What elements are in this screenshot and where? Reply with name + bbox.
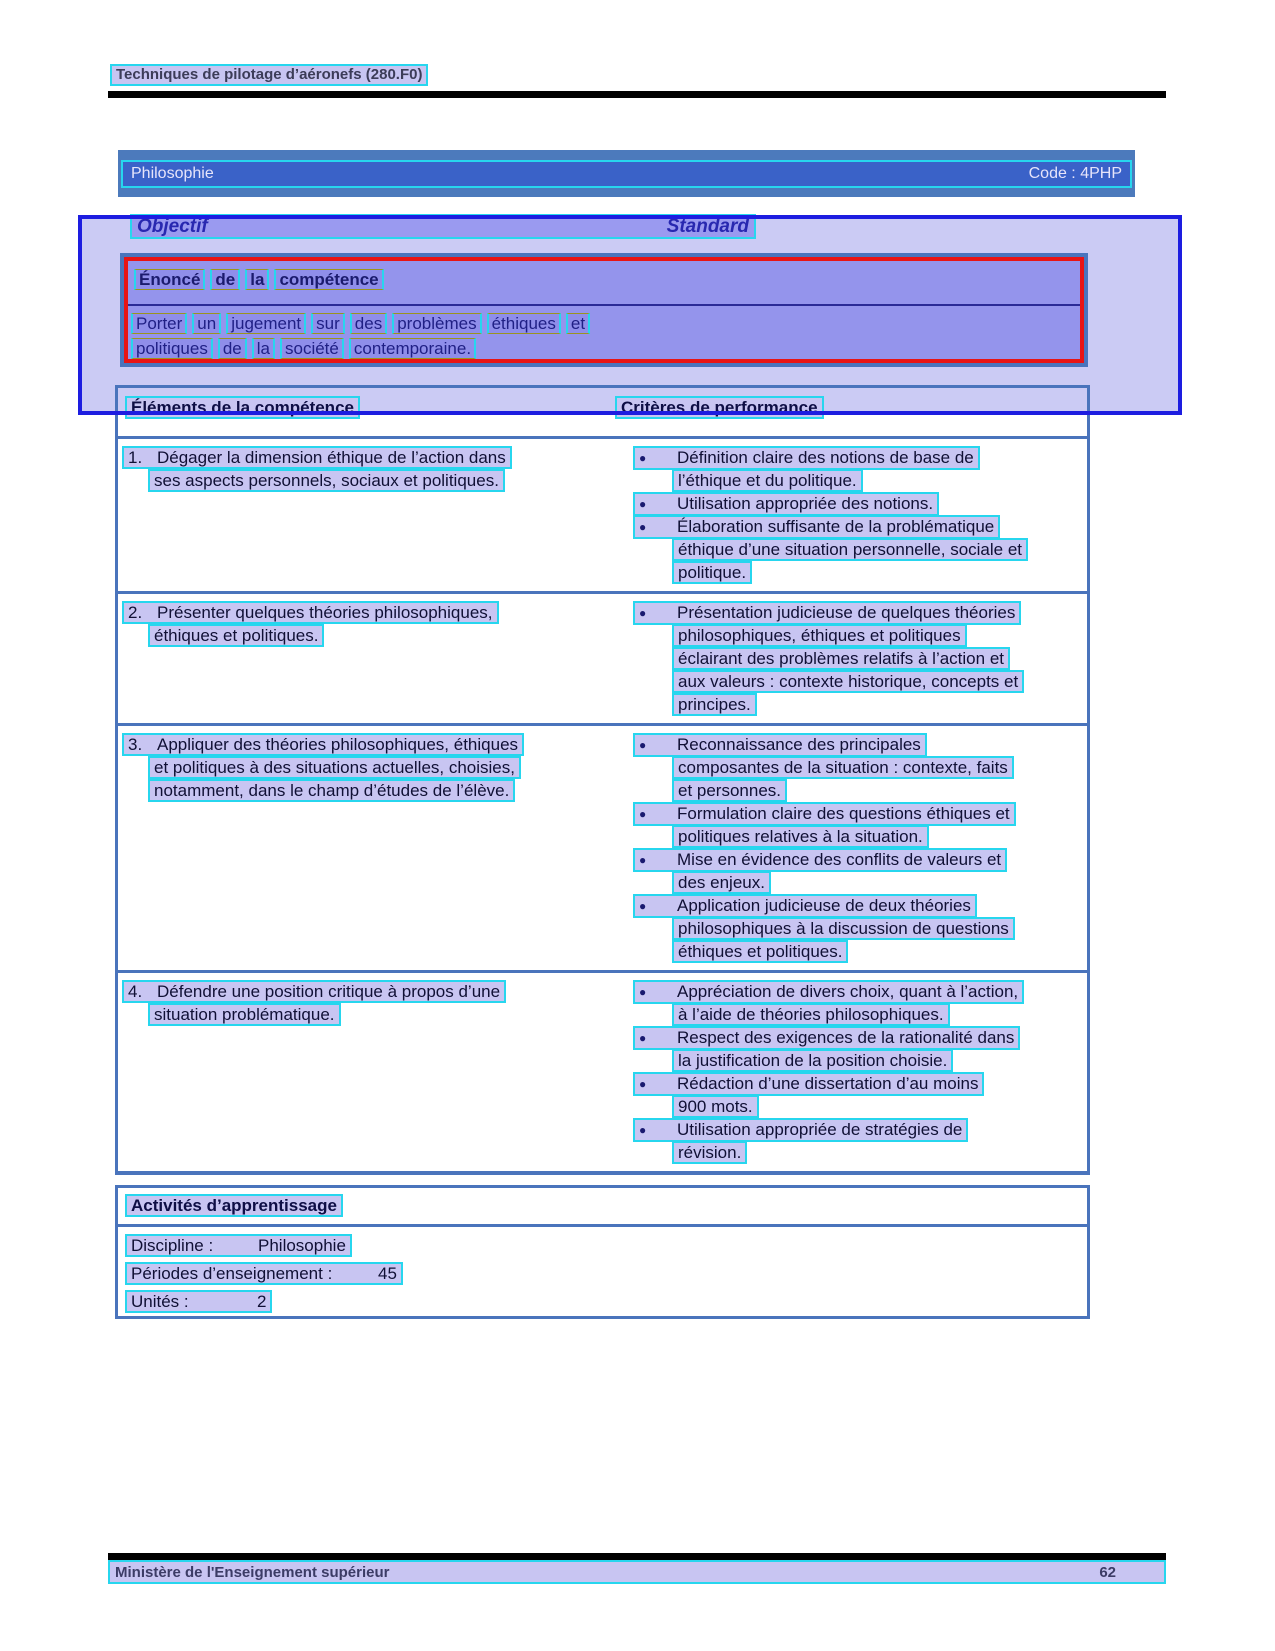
objective-standard-header [130, 214, 756, 239]
criterion-line: éthiques et politiques. [672, 940, 848, 963]
table-row [118, 973, 1087, 1171]
competence-table [115, 385, 1090, 1175]
bullet-icon: ● [639, 1077, 647, 1091]
criterion-text: Élaboration suffisante de la problématique [677, 517, 995, 536]
table-row [118, 726, 1087, 973]
activities-field [125, 1290, 272, 1313]
field-value: 2 [257, 1292, 267, 1311]
bullet-icon: ● [639, 985, 647, 999]
criterion-line: philosophiques à la discussion de questions [672, 917, 1015, 940]
criterion-line [633, 848, 1007, 872]
criterion-line [633, 1072, 984, 1096]
table-row [118, 594, 1087, 726]
item-number: 2. [128, 603, 143, 622]
item-number: 3. [128, 735, 143, 754]
statement-word: problèmes [392, 313, 481, 334]
course-name: Philosophie [131, 164, 214, 182]
field-line [125, 1290, 272, 1313]
title-word: la [245, 269, 269, 290]
element-text: Appliquer des théories philosophiques, éthiques [157, 735, 519, 754]
header-rule [108, 91, 1166, 98]
criterion-text: Utilisation appropriée de stratégies de [677, 1120, 963, 1139]
competence-table-header [118, 388, 1087, 439]
element-line: situation problématique. [148, 1003, 341, 1026]
criterion-line [633, 733, 927, 757]
title-word: de [210, 269, 240, 290]
criterion-line: des enjeux. [672, 871, 771, 894]
criterion-line: 900 mots. [672, 1095, 759, 1118]
bullet-icon: ● [639, 1123, 647, 1137]
learning-activities-box [115, 1185, 1090, 1319]
criterion-line: politique. [672, 561, 752, 584]
criterion-text: Présentation judicieuse de quelques théories [677, 603, 1016, 622]
element-line [122, 980, 506, 1003]
criterion-line [633, 492, 939, 516]
competence-statement-divider [128, 304, 1080, 306]
criterion-line: éthique d’une situation personnelle, sociale et [672, 538, 1028, 561]
statement-word: la [252, 338, 275, 359]
competence-statement-line [131, 313, 595, 334]
statement-word: jugement [226, 313, 306, 334]
table-row [118, 439, 1087, 594]
footer [108, 1560, 1166, 1584]
competence-statement-title [134, 269, 389, 290]
statement-word: et [566, 313, 590, 334]
element-line [122, 733, 524, 756]
course-bar-band [121, 160, 1132, 188]
criterion-text: Appréciation de divers choix, quant à l’action, [677, 982, 1019, 1001]
criterion-line: à l’aide de théories philosophiques. [672, 1003, 950, 1026]
bullet-icon: ● [639, 899, 647, 913]
field-value: Philosophie [258, 1236, 346, 1255]
title-word: Énoncé [134, 269, 205, 290]
criterion-line [633, 980, 1024, 1004]
bullet-icon: ● [639, 1031, 647, 1045]
criterion-line [633, 1026, 1020, 1050]
statement-word: des [350, 313, 387, 334]
element-cell [118, 980, 615, 1164]
criterion-line [633, 446, 980, 470]
statement-word: un [192, 313, 221, 334]
learning-activities-title-text: Activités d’apprentissage [125, 1194, 343, 1217]
field-label: Périodes d’enseignement : [131, 1264, 333, 1283]
competence-statement-inner [124, 257, 1084, 363]
criterion-line: principes. [672, 693, 757, 716]
statement-word: éthiques [487, 313, 561, 334]
criterion-line: et personnes. [672, 779, 787, 802]
element-line [122, 601, 499, 624]
activities-field [125, 1234, 352, 1257]
criterion-line: composantes de la situation : contexte, faits [672, 756, 1014, 779]
criterion-line [633, 894, 977, 918]
element-text: Dégager la dimension éthique de l’action dans [157, 448, 506, 467]
bullet-icon: ● [639, 738, 647, 752]
course-bar [118, 150, 1135, 197]
objective-label: Objectif [137, 215, 208, 237]
element-text: Présenter quelques théories philosophiques, [157, 603, 493, 622]
item-number: 4. [128, 982, 143, 1001]
field-line [125, 1234, 352, 1257]
criterion-line: révision. [672, 1141, 747, 1164]
criterion-line [633, 601, 1021, 625]
criterion-line: philosophiques, éthiques et politiques [672, 624, 967, 647]
statement-word: sur [311, 313, 345, 334]
competence-statement-box [120, 253, 1088, 367]
item-number: 1. [128, 448, 143, 467]
statement-word: de [218, 338, 247, 359]
standard-label: Standard [666, 215, 749, 237]
element-line: notamment, dans le champ d’études de l’élève. [148, 779, 515, 802]
element-cell [118, 601, 615, 716]
criteria-cell [615, 980, 1087, 1164]
element-cell [118, 733, 615, 963]
criterion-text: Utilisation appropriée des notions. [677, 494, 934, 513]
bullet-icon: ● [639, 606, 647, 620]
statement-word: Porter [131, 313, 187, 334]
statement-word: société [280, 338, 344, 359]
bullet-icon: ● [639, 520, 647, 534]
learning-activities-title [125, 1194, 343, 1217]
element-line: éthiques et politiques. [148, 624, 324, 647]
criterion-text: Reconnaissance des principales [677, 735, 921, 754]
criterion-line [633, 1118, 968, 1142]
field-value: 45 [378, 1264, 397, 1283]
criteria-cell [615, 446, 1087, 584]
statement-word: contemporaine. [349, 338, 476, 359]
title-word: compétence [274, 269, 383, 290]
criteria-cell [615, 733, 1087, 963]
criterion-text: Application judicieuse de deux théories [677, 896, 971, 915]
criterion-line: aux valeurs : contexte historique, concepts et [672, 670, 1024, 693]
bullet-icon: ● [639, 451, 647, 465]
criterion-line: éclairant des problèmes relatifs à l’action et [672, 647, 1010, 670]
footer-rule [108, 1553, 1166, 1560]
criterion-text: Définition claire des notions de base de [677, 448, 974, 467]
activities-field [125, 1262, 403, 1285]
footer-page-number: 62 [1099, 1563, 1116, 1581]
field-label: Unités : [131, 1292, 189, 1311]
criterion-text: Respect des exigences de la rationalité dans [677, 1028, 1015, 1047]
bullet-icon: ● [639, 853, 647, 867]
criterion-line: politiques relatives à la situation. [672, 825, 929, 848]
element-line: ses aspects personnels, sociaux et politiques. [148, 469, 505, 492]
competence-statement-line [131, 338, 481, 359]
field-label: Discipline : [131, 1236, 214, 1255]
criterion-line: l’éthique et du politique. [672, 469, 863, 492]
program-title-text: Techniques de pilotage d’aéronefs (280.F0) [110, 64, 428, 86]
criterion-line [633, 802, 1016, 826]
field-line [125, 1262, 403, 1285]
criteria-header: Critères de performance [615, 396, 824, 419]
element-cell [118, 446, 615, 584]
statement-word: politiques [131, 338, 213, 359]
element-line [122, 446, 512, 469]
criterion-text: Formulation claire des questions éthiques et [677, 804, 1010, 823]
competence-table-body [118, 439, 1087, 1171]
footer-ministry: Ministère de l'Enseignement supérieur [115, 1563, 390, 1581]
element-line: et politiques à des situations actuelles, choisies, [148, 756, 521, 779]
bullet-icon: ● [639, 497, 647, 511]
course-code: Code : 4PHP [1028, 164, 1122, 182]
program-title [110, 64, 428, 86]
criterion-line [633, 515, 1000, 539]
criterion-text: Mise en évidence des conflits de valeurs et [677, 850, 1002, 869]
criterion-text: Rédaction d’une dissertation d’au moins [677, 1074, 979, 1093]
criterion-line: la justification de la position choisie. [672, 1049, 953, 1072]
elements-header: Éléments de la compétence [125, 396, 360, 419]
element-text: Défendre une position critique à propos d’une [157, 982, 501, 1001]
bullet-icon: ● [639, 807, 647, 821]
criteria-cell [615, 601, 1087, 716]
activities-divider [118, 1224, 1087, 1227]
